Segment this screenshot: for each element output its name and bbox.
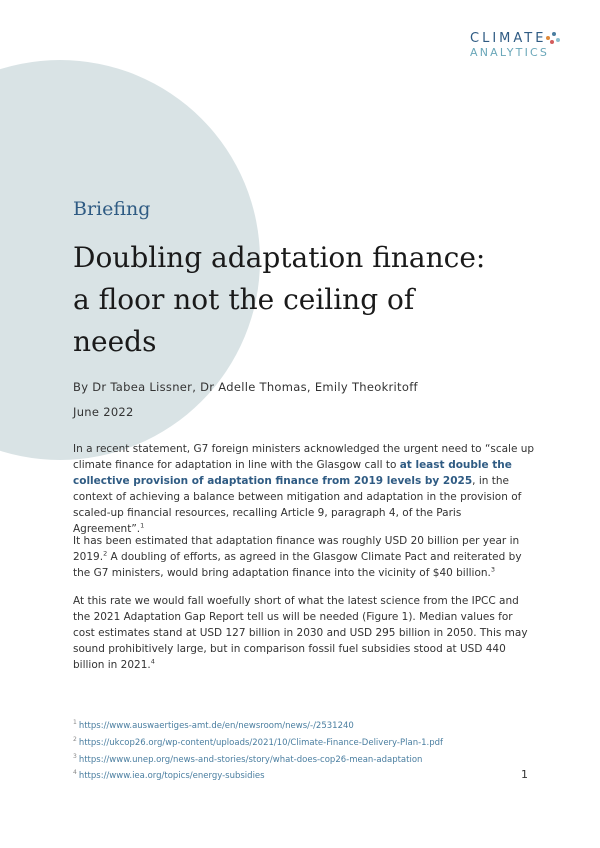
- logo-dots-icon: [542, 30, 562, 46]
- footnote-item: [73, 766, 543, 783]
- logo-dot: [546, 36, 550, 40]
- footnote-number: 4: [73, 769, 77, 777]
- climate-analytics-logo: [470, 32, 549, 59]
- paragraph-text: In a recent statement, G7 foreign ministers acknowledged the urgent need to “scale up climate finance for adaptation in line with the Glasgow call to: [73, 443, 535, 471]
- paragraph-needs-comparison: [73, 593, 535, 673]
- footnotes: [73, 716, 543, 783]
- footnote-item: [73, 733, 543, 750]
- logo-dot: [550, 40, 554, 44]
- footnote-link[interactable]: https://www.auswaertiges-amt.de/en/newsroom/news/-/2531240: [78, 720, 354, 731]
- footnote-ref[interactable]: 2: [103, 549, 108, 558]
- paragraph-text: , in the context of achieving a balance between mitigation and adaptation in the provision of scaled-up financial resources, recalling Article 9, paragraph 4, of the Paris Agreement”.: [73, 475, 522, 535]
- footnote-ref[interactable]: 4: [150, 657, 155, 666]
- paragraph-adaptation-estimate: [73, 533, 535, 581]
- page-number: 1: [521, 768, 528, 781]
- paragraph-text: At this rate we would fall woefully short of what the latest science from the IPCC and the 2021 Adaptation Gap Report tell us will be needed (Figure 1). Median values for cost estimates stand at USD 127 billion in 2030 and USD 295 billion in 2050. This may sound prohibitively large, but in comparison fossil fuel subsidies stood at USD 440 billion in 2021.: [73, 595, 528, 671]
- footnote-number: 2: [73, 735, 77, 743]
- footnote-number: 1: [73, 719, 77, 726]
- logo-text-climate: CLIMATE: [470, 31, 547, 46]
- document-type-label: Briefing: [73, 198, 151, 220]
- paragraph-g7-statement: [73, 441, 535, 537]
- footnote-item: [73, 716, 543, 733]
- paragraph-text: A doubling of efforts, as agreed in the Glasgow Climate Pact and reiterated by the G7 ministers, would bring adaptation finance into the vicinity of $40 billion.: [73, 551, 522, 579]
- authors: By Dr Tabea Lissner, Dr Adelle Thomas, Emily Theokritoff: [73, 380, 418, 394]
- publication-date: June 2022: [73, 405, 134, 419]
- logo-dot: [556, 38, 560, 42]
- logo-text-analytics: ANALYTICS: [470, 46, 550, 59]
- document-title: Doubling adaptation finance: a floor not the ceiling of needs: [73, 241, 486, 358]
- footnote-ref[interactable]: 3: [490, 565, 496, 574]
- highlighted-text: at least double the collective provision of adaptation finance from 2019 levels by 2025: [73, 459, 512, 487]
- paragraph-text: It has been estimated that adaptation finance was roughly USD 20 billion per year in 2019.: [73, 535, 520, 563]
- footnote-item: [73, 750, 543, 767]
- footnote-number: 3: [73, 752, 77, 760]
- footnote-link[interactable]: https://www.iea.org/topics/energy-subsidies: [78, 771, 265, 782]
- footnote-ref[interactable]: 1: [140, 521, 145, 530]
- footnote-link[interactable]: https://ukcop26.org/wp-content/uploads/2021/10/Climate-Finance-Delivery-Plan-1.pdf: [78, 737, 444, 748]
- footnote-link[interactable]: https://www.unep.org/news-and-stories/story/what-does-cop26-mean-adaptation: [78, 754, 423, 765]
- logo-dot: [552, 32, 556, 36]
